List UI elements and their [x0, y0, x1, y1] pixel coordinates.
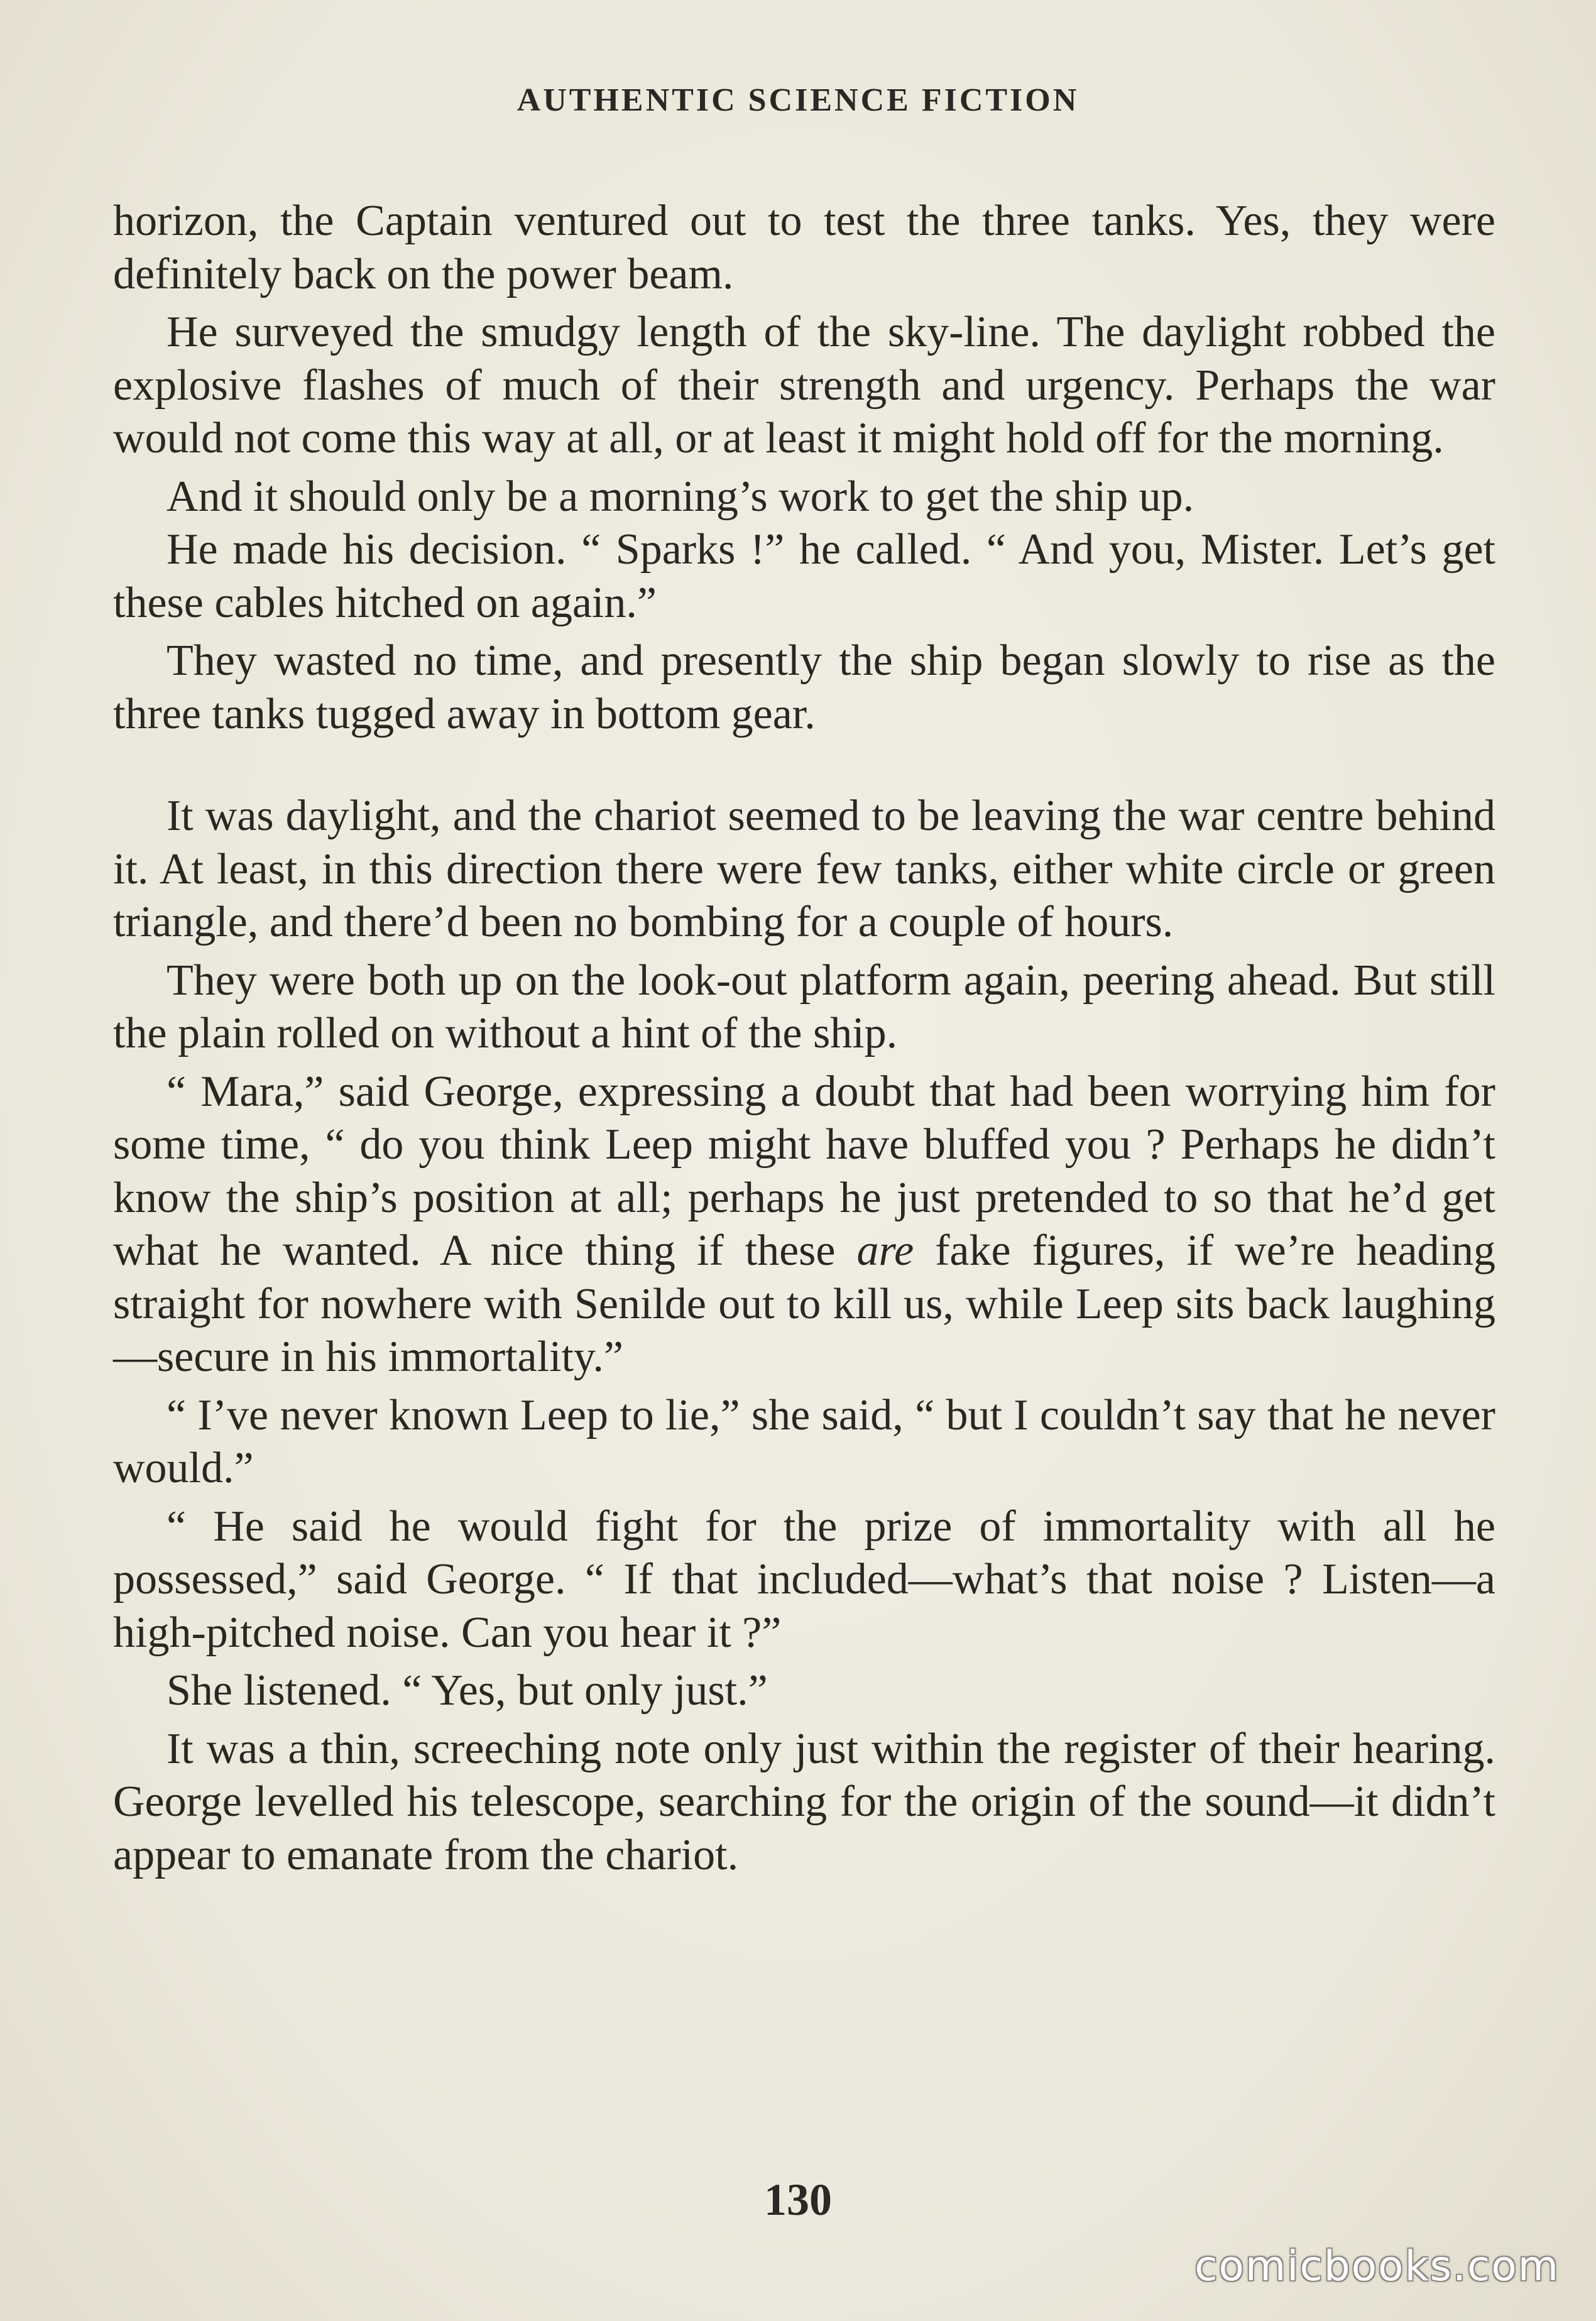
paragraph-12: It was a thin, screeching note only just within the register of their hearing. George levelled his telescope, searching for the origin of the sound—it didn’t appear to emanate from the chariot.	[113, 1724, 1495, 1879]
paragraph-5: They wasted no time, and presently the ship began slowly to rise as the three tanks tugged away in bottom gear.	[113, 636, 1495, 738]
paragraph-8	[113, 1066, 1495, 1384]
paragraph-7: They were both up on the look-out platform again, peering ahead. But still the plain rolled on without a hint of the ship.	[113, 956, 1495, 1057]
paragraph-9: “ I’ve never known Leep to lie,” she said, “ but I couldn’t say that he never would.”	[113, 1390, 1495, 1492]
section-break	[113, 741, 1495, 790]
paragraph-6: It was daylight, and the chariot seemed to be leaving the war centre behind it. At least, in this direction there were few tanks, either white circle or green triangle, and there’d been no bombing for a couple of hours.	[113, 792, 1495, 946]
paragraph-3: And it should only be a morning’s work to get the ship up.	[167, 472, 1194, 521]
body-text	[113, 195, 1495, 1882]
paragraph-2: He surveyed the smudgy length of the sky-line. The daylight robbed the explosive flashes of much of their strength and urgency. Perhaps the war would not come this way at all, or at least it might hold off for the morning.	[113, 308, 1495, 462]
running-head-title: AUTHENTIC SCIENCE FICTION	[517, 82, 1079, 118]
paragraph-1: horizon, the Captain ventured out to test the three tanks. Yes, they were definitely back on the power beam.	[113, 197, 1495, 298]
watermark-logo: comicbooks.com	[1194, 2242, 1560, 2290]
paragraph-10: “ He said he would fight for the prize of immortality with all he possessed,” said George. “ If that included—what’s that noise ? Listen—a high-pitched noise. Can you hear it ?”	[113, 1502, 1495, 1657]
paragraph-8-emphasis: are	[856, 1226, 914, 1275]
paragraph-8-text-before: “ Mara,” said George, expressing a doubt that had been worrying him for some time, “ do you think Leep might have bluffed you ? Perhaps he didn’t know the ship’s position at all; perhaps he just pretended to so that he’d get what he wanted. A nice thing if these	[113, 1067, 1495, 1275]
paragraph-4: He made his decision. “ Sparks !” he called. “ And you, Mister. Let’s get these cables hitched on again.”	[113, 525, 1495, 627]
paragraph-8-text-after: fake figures, if we’re heading straight for nowhere with Senilde out to kill us, while Leep sits back laughing—secure in his immortality.”	[113, 1226, 1495, 1381]
page-number: 130	[764, 2175, 832, 2225]
paragraph-11: She listened. “ Yes, but only just.”	[167, 1666, 768, 1715]
